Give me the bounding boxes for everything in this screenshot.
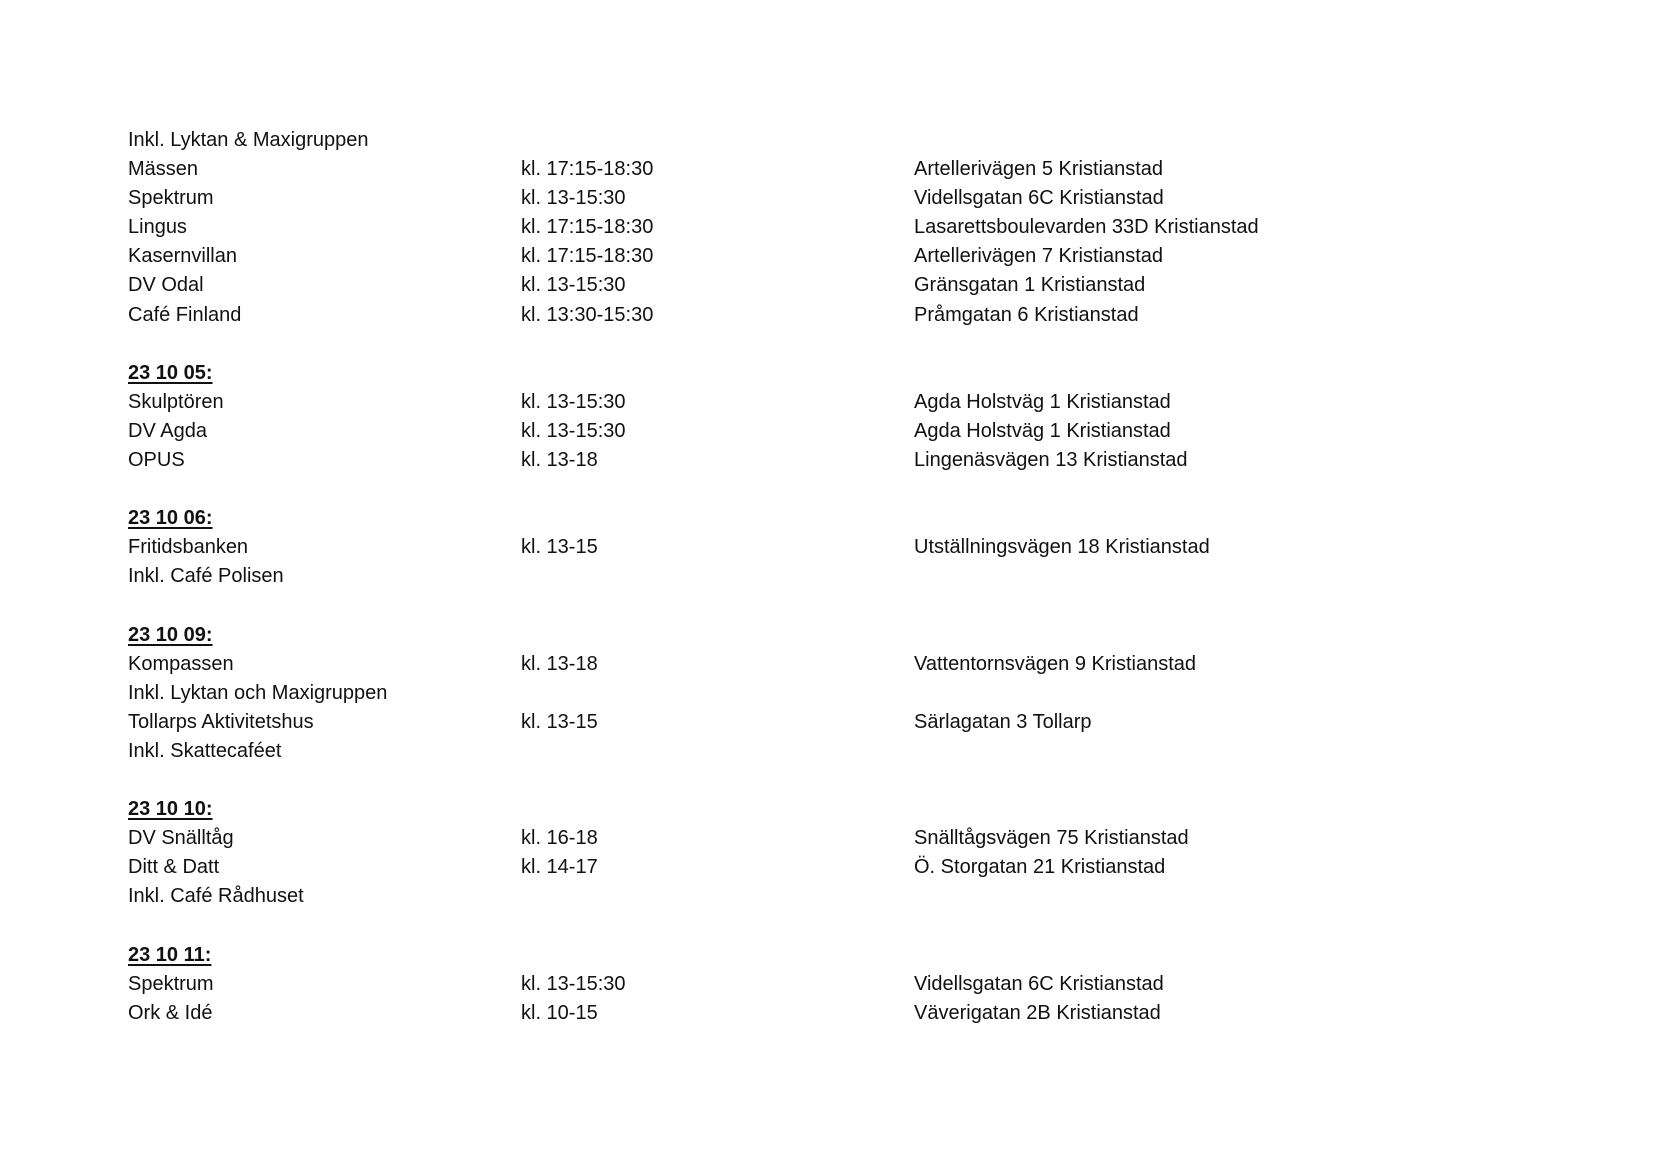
location-name: Lingus	[128, 216, 187, 239]
date-heading-row	[128, 941, 1578, 970]
date-heading: 23 10 05:	[128, 361, 213, 384]
location-name: Skulptören	[128, 390, 224, 413]
spacer	[128, 330, 1578, 359]
schedule-row	[128, 533, 1578, 562]
location-name: OPUS	[128, 449, 185, 472]
address: Artellerivägen 5 Kristianstad	[914, 158, 1164, 181]
opening-time: kl. 13-15	[521, 710, 598, 733]
schedule-row	[128, 301, 1578, 330]
schedule-list	[128, 126, 1578, 1028]
schedule-row	[128, 184, 1578, 213]
opening-time: kl. 13-15:30	[521, 419, 626, 442]
location-name: Spektrum	[128, 187, 214, 210]
opening-time: kl. 13-18	[521, 449, 598, 472]
address: Agda Holstväg 1 Kristianstad	[914, 419, 1171, 442]
address: Artellerivägen 7 Kristianstad	[914, 245, 1164, 268]
opening-time: kl. 13-15:30	[521, 187, 626, 210]
spacer	[128, 766, 1578, 795]
schedule-row	[128, 970, 1578, 999]
schedule-row	[128, 446, 1578, 475]
opening-time: kl. 17:15-18:30	[521, 158, 654, 181]
note-row	[128, 679, 1578, 708]
intro-note: Inkl. Lyktan & Maxigruppen	[128, 129, 369, 151]
address: Pråmgatan 6 Kristianstad	[914, 303, 1139, 326]
schedule-row	[128, 708, 1578, 737]
schedule-row	[128, 388, 1578, 417]
opening-time: kl. 13-15:30	[521, 972, 626, 995]
included-note: Inkl. Café Rådhuset	[128, 885, 304, 908]
schedule-row	[128, 242, 1578, 271]
date-heading: 23 10 11:	[128, 943, 212, 966]
schedule-row	[128, 650, 1578, 679]
location-name: DV Odal	[128, 274, 204, 297]
address: Lingenäsvägen 13 Kristianstad	[914, 449, 1188, 472]
intro-note-row	[128, 126, 1578, 155]
location-name: Tollarps Aktivitetshus	[128, 710, 314, 733]
opening-time: kl. 13-15:30	[521, 274, 626, 297]
opening-time: kl. 13-15	[521, 536, 598, 559]
schedule-row	[128, 213, 1578, 242]
schedule-row	[128, 271, 1578, 300]
location-name: DV Snälltåg	[128, 827, 234, 850]
opening-time: kl. 17:15-18:30	[521, 216, 654, 239]
location-name: DV Agda	[128, 419, 207, 442]
location-name: Café Finland	[128, 303, 242, 326]
date-heading: 23 10 10:	[128, 798, 213, 821]
opening-time: kl. 13-18	[521, 652, 598, 675]
address: Utställningsvägen 18 Kristianstad	[914, 536, 1210, 559]
address: Ö. Storgatan 21 Kristianstad	[914, 856, 1166, 879]
location-name: Mässen	[128, 158, 199, 181]
opening-time: kl. 17:15-18:30	[521, 245, 654, 268]
included-note: Inkl. Lyktan och Maxigruppen	[128, 681, 388, 704]
date-heading-row	[128, 795, 1578, 824]
location-name: Fritidsbanken	[128, 536, 249, 559]
date-heading: 23 10 06:	[128, 507, 213, 530]
address: Gränsgatan 1 Kristianstad	[914, 274, 1146, 297]
address: Videllsgatan 6C Kristianstad	[914, 187, 1164, 210]
spacer	[128, 912, 1578, 941]
spacer	[128, 592, 1578, 621]
date-heading-row	[128, 504, 1578, 533]
location-name: Ork & Idé	[128, 1001, 213, 1024]
schedule-row	[128, 824, 1578, 853]
address: Särlagatan 3 Tollarp	[914, 710, 1092, 733]
location-name: Kasernvillan	[128, 245, 237, 268]
address: Videllsgatan 6C Kristianstad	[914, 972, 1164, 995]
schedule-row	[128, 155, 1578, 184]
address: Väverigatan 2B Kristianstad	[914, 1001, 1161, 1024]
spacer	[128, 475, 1578, 504]
note-row	[128, 882, 1578, 911]
opening-time: kl. 16-18	[521, 827, 598, 850]
included-note: Inkl. Skattecaféet	[128, 739, 282, 762]
schedule-row	[128, 853, 1578, 882]
address: Vattentornsvägen 9 Kristianstad	[914, 652, 1197, 675]
opening-time: kl. 14-17	[521, 856, 598, 879]
date-heading-row	[128, 621, 1578, 650]
note-row	[128, 562, 1578, 591]
location-name: Kompassen	[128, 652, 234, 675]
schedule-row	[128, 999, 1578, 1028]
address: Snälltågsvägen 75 Kristianstad	[914, 827, 1189, 850]
location-name: Ditt & Datt	[128, 856, 220, 879]
address: Agda Holstväg 1 Kristianstad	[914, 390, 1171, 413]
schedule-row	[128, 417, 1578, 446]
note-row	[128, 737, 1578, 766]
location-name: Spektrum	[128, 972, 214, 995]
date-heading-row	[128, 359, 1578, 388]
opening-time: kl. 10-15	[521, 1001, 598, 1024]
opening-time: kl. 13-15:30	[521, 390, 626, 413]
date-heading: 23 10 09:	[128, 623, 213, 646]
opening-time: kl. 13:30-15:30	[521, 303, 654, 326]
included-note: Inkl. Café Polisen	[128, 565, 284, 588]
address: Lasarettsboulevarden 33D Kristianstad	[914, 216, 1259, 239]
